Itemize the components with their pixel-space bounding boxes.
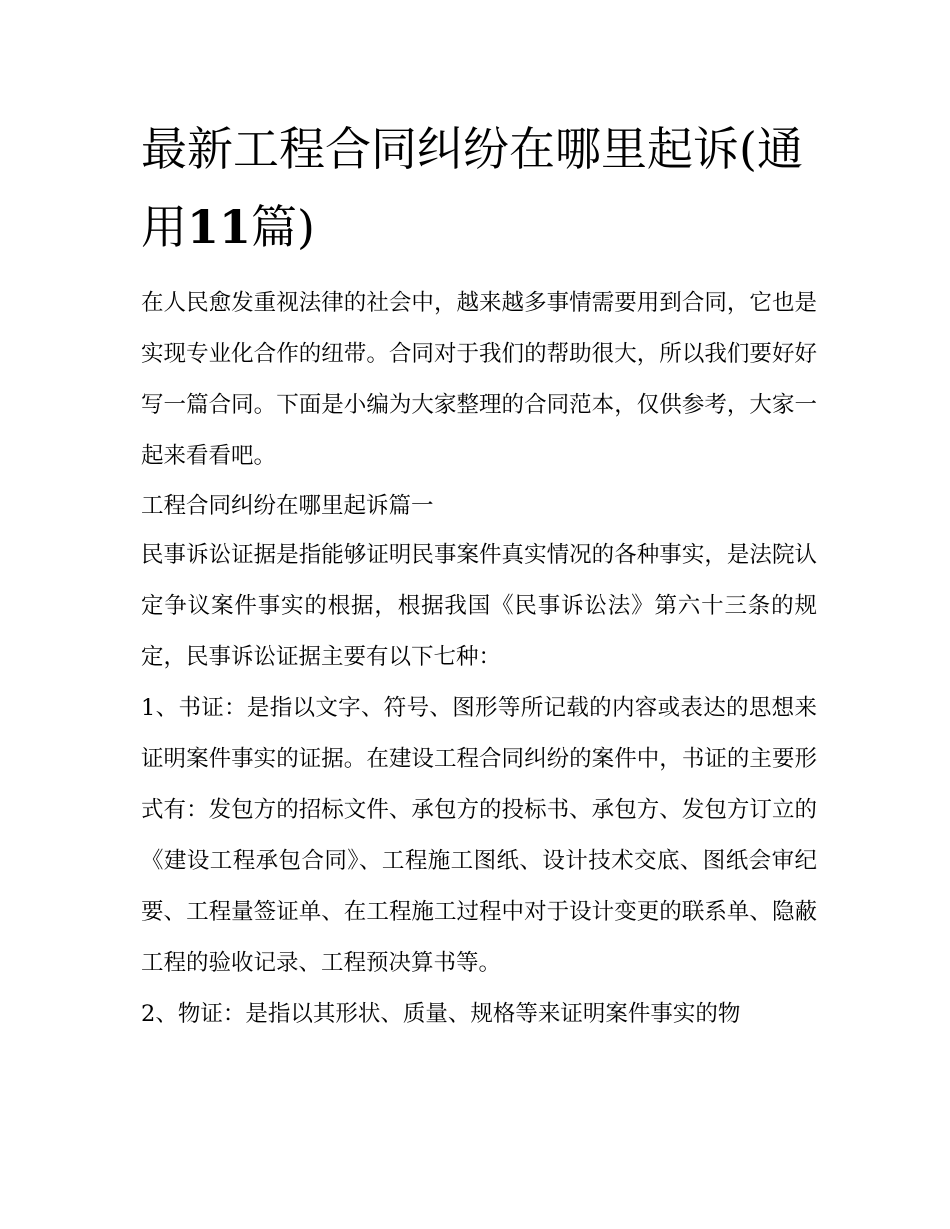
title-prefix: 最新工程合同纠纷在哪里起诉(通用	[141, 122, 803, 254]
section-heading: 工程合同纠纷在哪里起诉篇一	[141, 493, 434, 519]
document-page	[141, 110, 817, 1040]
document-title	[141, 110, 817, 266]
list-item-documentary-evidence: 1、书证：是指以文字、符号、图形等所记载的内容或表达的思想来证明案件事实的证据。在建设工程合同纠纷的案件中，书证的主要形式有：发包方的招标文件、承包方的投标书、承包方、发包方订立的《建设工程承包合同》、工程施工图纸、设计技术交底、图纸会审纪要、工程量签证单、在工程施工过程中对于设计变更的联系单、隐蔽工程的验收记录、工程预决算书等。	[141, 695, 817, 976]
intro-paragraph: 在人民愈发重视法律的社会中，越来越多事情需要用到合同，它也是实现专业化合作的纽带。合同对于我们的帮助很大，所以我们要好好写一篇合同。下面是小编为大家整理的合同范本，仅供参考，大家一起来看看吧。	[141, 290, 817, 469]
title-suffix: 篇)	[251, 200, 315, 254]
document-body	[141, 278, 817, 1040]
evidence-paragraph: 民事诉讼证据是指能够证明民事案件真实情况的各种事实，是法院认定争议案件事实的根据，根据我国《民事诉讼法》第六十三条的规定，民事诉讼证据主要有以下七种：	[141, 542, 817, 670]
title-number: 11	[187, 200, 252, 254]
list-item-physical-evidence: 2、物证：是指以其形状、质量、规格等来证明案件事实的物	[141, 1001, 741, 1027]
